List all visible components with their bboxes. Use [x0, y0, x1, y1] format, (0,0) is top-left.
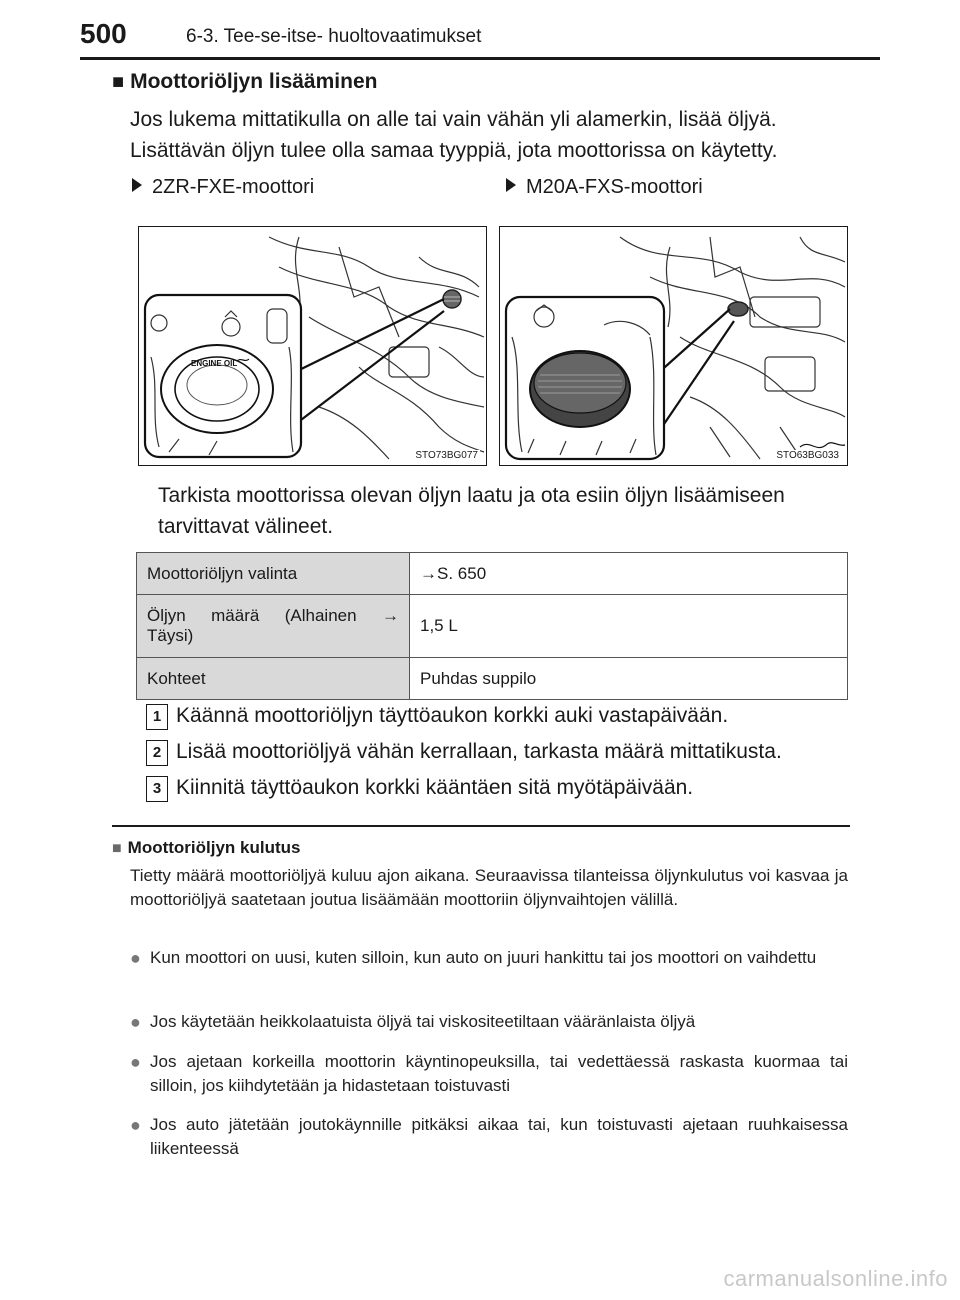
chapter-title: 6-3. Tee-se-itse- huoltovaatimukset [186, 26, 482, 47]
oil-spec-table [136, 552, 848, 700]
table-key: Moottoriöljyn valinta [137, 553, 410, 595]
table-key: Öljyn määrä (Alhainen → Täysi) [137, 595, 410, 658]
table-row [137, 658, 848, 700]
step-number-badge: 3 [146, 776, 168, 802]
step-text: Kiinnitä täyttöaukon korkki kääntäen sitä myötäpäivään. [176, 776, 694, 799]
table-value: 1,5 L [410, 595, 848, 658]
section-intro: Jos lukema mittatikulla on alle tai vain vähän yli alamerkin, lisää öljyä. Lisättävän öljyn tulee olla samaa tyyppiä, jota moottorissa on käytetty. [130, 108, 778, 162]
step-text: Lisää moottoriöljyä vähän kerrallaan, tarkasta määrä mittatikusta. [176, 740, 782, 763]
figure-code: STO73BG077 [415, 450, 478, 461]
table-row [137, 553, 848, 595]
table-value: Puhdas suppilo [410, 658, 848, 700]
bullet-dot-icon: ● [130, 948, 141, 968]
header-rule [80, 57, 880, 60]
note-body: Tietty määrä moottoriöljyä kuluu ajon aikana. Seuraavissa tilanteissa öljynkulutus voi kasvaa ja moottoriöljyä saatetaan joutua lisäämään moottoriin öljynvaihtojen välillä. [130, 866, 848, 909]
note-title: ■ Moottoriöljyn kulutus [112, 838, 301, 857]
engine-illustration-2zr [139, 227, 486, 465]
preparation-text: Tarkista moottorissa olevan öljyn laatu ja ota esiin öljyn lisäämiseen tarvittavat välineet. [158, 484, 785, 538]
table-value: →S. 650 [410, 553, 848, 595]
engine-label-2zr: 2ZR-FXE-moottori [132, 176, 314, 199]
step-number-badge: 1 [146, 704, 168, 730]
square-bullet-icon: ■ [112, 840, 122, 857]
engine-figure-2zr [138, 226, 487, 466]
engine-oil-cap-label: ENGINE OIL [191, 359, 238, 368]
figure-code: STO63BG033 [776, 450, 839, 461]
page-number: 500 [80, 18, 127, 49]
triangle-right-icon [132, 178, 142, 192]
table-key: Kohteet [137, 658, 410, 700]
step-text: Käännä moottoriöljyn täyttöaukon korkki auki vastapäivään. [176, 704, 729, 727]
step-number-badge: 2 [146, 740, 168, 766]
bullet-dot-icon: ● [130, 1115, 141, 1135]
engine-label-m20a: M20A-FXS-moottori [506, 176, 703, 199]
bullet-dot-icon: ● [130, 1012, 141, 1032]
engine-illustration-m20a [500, 227, 847, 465]
watermark: carmanualsonline.info [723, 1266, 948, 1291]
page-header [0, 0, 960, 62]
section-title: ■ Moottoriöljyn lisääminen [112, 70, 378, 93]
bullet-dot-icon: ● [130, 1052, 141, 1072]
square-bullet-icon: ■ [112, 71, 125, 93]
triangle-right-icon [506, 178, 516, 192]
table-row [137, 595, 848, 658]
section-divider [112, 825, 850, 827]
engine-figure-m20a [499, 226, 848, 466]
